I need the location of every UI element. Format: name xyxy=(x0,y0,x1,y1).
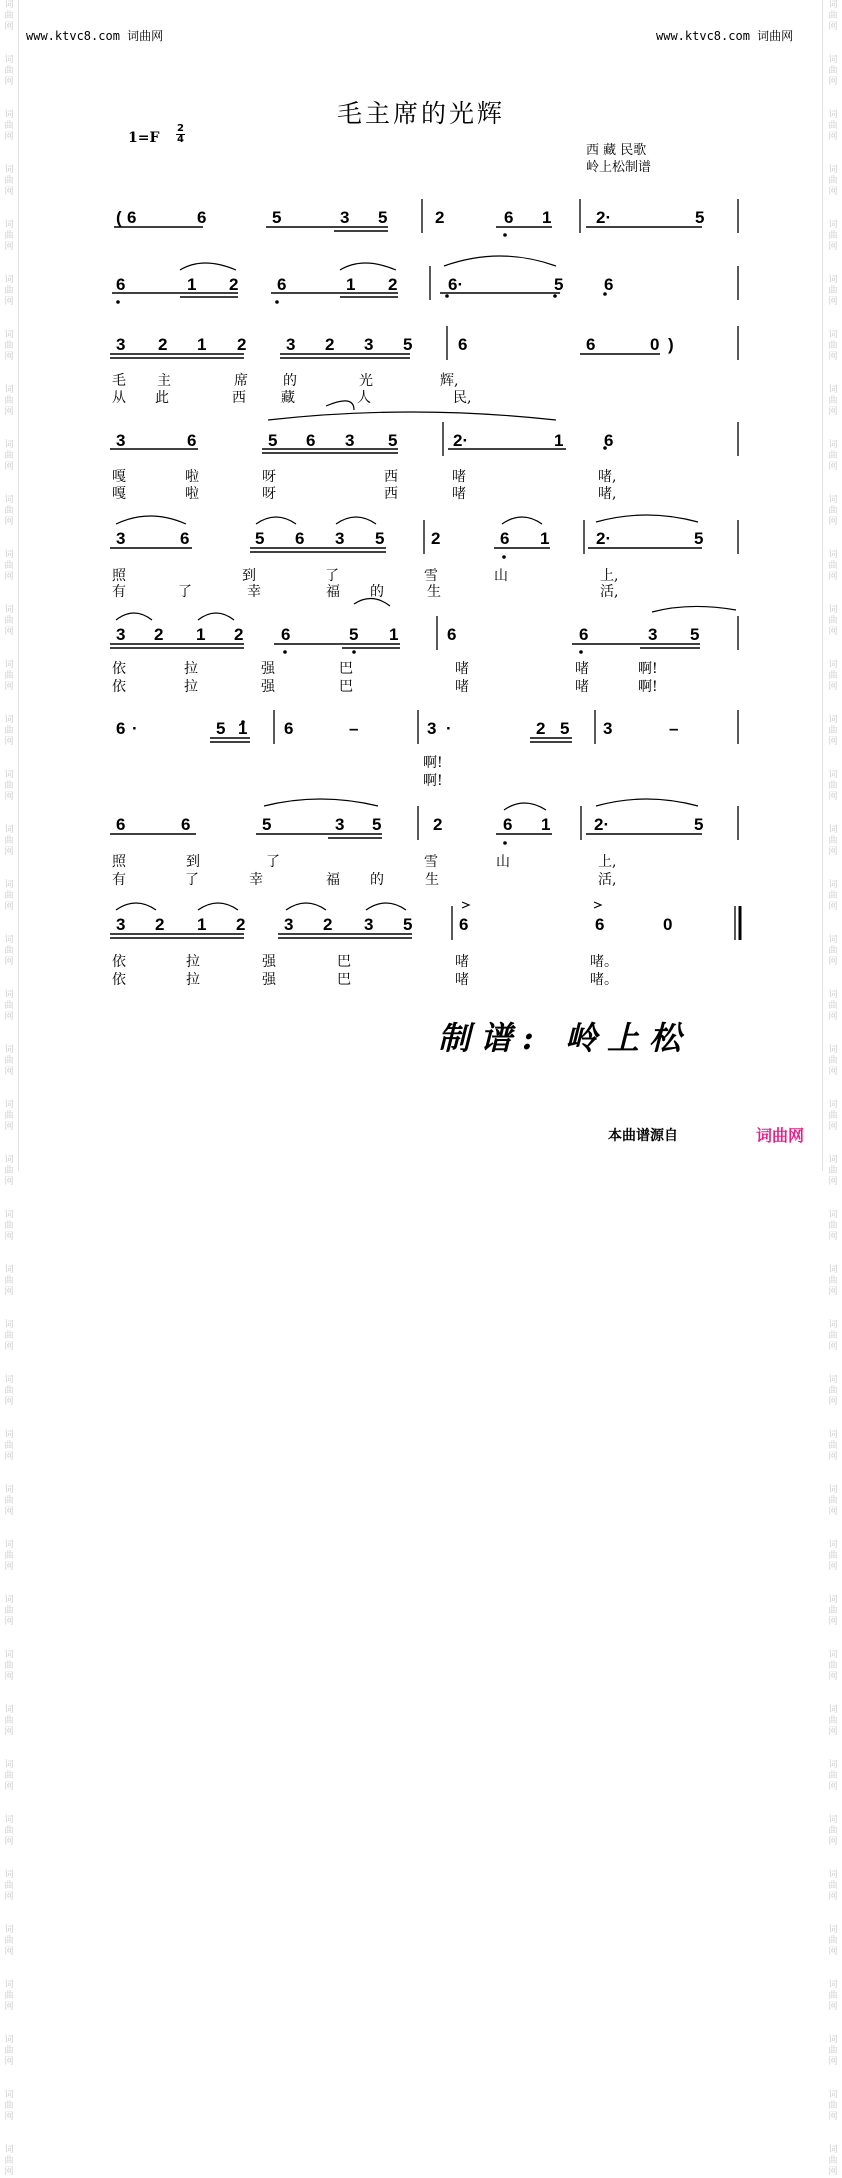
note-r5-11: 5 xyxy=(694,529,704,548)
lyric-r8-v1-4: 雪 xyxy=(424,854,438,870)
lyric-r3-v1-4: 的 xyxy=(283,373,297,389)
lyric-r6-v1-4: 巴 xyxy=(339,661,353,677)
note-r8-8: 1 xyxy=(541,815,551,834)
note-r7-1: 6 xyxy=(116,719,126,738)
note-r2-5: 1 xyxy=(346,275,356,294)
lyric-r4-v2-6: 啫, xyxy=(598,486,617,502)
time-signature-bottom: 4 xyxy=(177,134,184,145)
note-r3-1: 3 xyxy=(116,335,126,354)
note-r2-8: 5 xyxy=(554,275,564,294)
lyric-r9-v1-2: 拉 xyxy=(186,954,200,970)
header-watermark-left: www.ktvc8.com 词曲网 xyxy=(26,29,164,43)
note-r5-3: 5 xyxy=(255,529,265,548)
note-r3-7: 3 xyxy=(364,335,374,354)
side-watermark-left: 词曲网 词曲网 词曲网 词曲网 词曲网 词曲网 词曲网 词曲网 词曲网 词曲网 词曲网 词曲网 词曲网 词曲网 词曲网 词曲网 词曲网 词曲网 词曲网 词曲网 词曲网 词曲网 词曲网 词曲网 词曲网 词曲网 词曲网 词曲网 词曲网 词曲网 词曲网 词曲网 词曲网 词曲网 词曲网 词曲网 词曲网 词曲网 词曲网 词曲网 xyxy=(4,0,14,2177)
note-r7-2: · xyxy=(132,719,138,738)
note-r6-2: 2 xyxy=(154,625,164,644)
note-r5-6: 5 xyxy=(375,529,385,548)
note-r3-4: 2 xyxy=(237,335,247,354)
note-r4-3: 5 xyxy=(268,431,278,450)
note-r3-8: 5 xyxy=(403,335,413,354)
lyric-r3-v2-5: 人 xyxy=(357,390,371,406)
lyric-r3-v2-6: 民, xyxy=(453,390,472,406)
note-r6-8: 6 xyxy=(447,625,457,644)
note-r5-7: 2 xyxy=(431,529,441,548)
lyric-r8-v2-7: 活, xyxy=(598,872,617,888)
note-r5-8: 6 xyxy=(500,529,510,548)
lyrics-layer xyxy=(112,372,658,988)
note-r1-3: 6 xyxy=(197,208,207,227)
lyric-r8-v2-2: 了 xyxy=(185,872,199,888)
lyric-r3-v1-2: 主 xyxy=(157,373,171,389)
note-r3-3: 1 xyxy=(197,335,207,354)
note-r7-4: 1 xyxy=(238,719,248,738)
note-r8-6: 2 xyxy=(433,815,443,834)
note-r1-2: 6 xyxy=(127,208,137,227)
lyric-r9-v1-5: 啫 xyxy=(455,954,469,970)
note-r6-6: 5 xyxy=(349,625,359,644)
note-r3-5: 3 xyxy=(286,335,296,354)
lyric-r6-v1-1: 依 xyxy=(112,661,126,677)
note-r1-1: ( xyxy=(116,208,122,227)
lyric-r8-v1-2: 到 xyxy=(186,854,200,870)
note-r6-4: 2 xyxy=(234,625,244,644)
lyric-r9-v1-1: 依 xyxy=(112,954,126,970)
note-r8-10: 5 xyxy=(694,815,704,834)
lyric-r5-v2-1: 有 xyxy=(112,584,126,600)
lyric-r4-v1-4: 西 xyxy=(384,469,398,485)
side-watermark-right: 词曲网 词曲网 词曲网 词曲网 词曲网 词曲网 词曲网 词曲网 词曲网 词曲网 词曲网 词曲网 词曲网 词曲网 词曲网 词曲网 词曲网 词曲网 词曲网 词曲网 词曲网 词曲网 词曲网 词曲网 词曲网 词曲网 词曲网 词曲网 词曲网 词曲网 词曲网 词曲网 词曲网 词曲网 词曲网 词曲网 词曲网 词曲网 词曲网 词曲网 xyxy=(828,0,838,2177)
lyric-r5-v1-4: 雪 xyxy=(424,568,438,584)
lyric-r5-v2-5: 的 xyxy=(370,584,384,600)
lyric-r5-v1-6: 上, xyxy=(600,568,619,584)
note-r3-2: 2 xyxy=(158,335,168,354)
note-r5-9: 1 xyxy=(540,529,550,548)
lyric-r6-v1-6: 啫 xyxy=(575,661,589,677)
source-site-logo: 词曲网 xyxy=(756,1126,805,1145)
note-r7-6: – xyxy=(349,719,359,738)
lyric-r6-v2-3: 强 xyxy=(261,679,275,695)
credit-origin: 西 藏 民歌 xyxy=(586,143,647,158)
lyric-r3-v1-1: 毛 xyxy=(112,373,126,389)
note-r6-3: 1 xyxy=(196,625,206,644)
note-r9-3: 1 xyxy=(197,915,207,934)
lyric-r5-v2-4: 福 xyxy=(326,584,340,600)
note-r4-4: 6 xyxy=(306,431,316,450)
lyric-r9-v2-4: 巴 xyxy=(337,972,351,988)
lyric-r9-v2-1: 依 xyxy=(112,972,126,988)
lyric-r3-v1-6: 辉, xyxy=(440,373,459,389)
note-r6-10: 3 xyxy=(648,625,658,644)
lyric-r3-v2-1: 从 xyxy=(112,390,126,406)
note-r2-9: 6 xyxy=(604,275,614,294)
lyric-r4-v1-3: 呀 xyxy=(262,469,276,485)
lyric-r4-v1-1: 嘎 xyxy=(112,469,126,485)
lyric-r3-v2-4: 藏 xyxy=(281,390,295,406)
note-r5-10: 2· xyxy=(596,529,612,548)
lyric-r6-v2-5: 啫 xyxy=(455,679,469,695)
note-r8-4: 3 xyxy=(335,815,345,834)
lyric-r6-v2-1: 依 xyxy=(112,679,126,695)
lyric-r4-v1-5: 啫 xyxy=(452,469,466,485)
note-r2-7: 6· xyxy=(448,275,464,294)
note-r7-10: 5 xyxy=(560,719,570,738)
lyric-r8-v1-3: 了 xyxy=(266,854,280,870)
note-r3-6: 2 xyxy=(325,335,335,354)
lyric-r8-v1-1: 照 xyxy=(112,854,126,870)
lyric-r9-v2-6: 啫。 xyxy=(590,972,618,988)
note-r9-7: 3 xyxy=(364,915,374,934)
lyric-r4-v1-2: 啦 xyxy=(185,469,199,485)
lyric-r9-v2-2: 拉 xyxy=(186,972,200,988)
note-r8-2: 6 xyxy=(181,815,191,834)
lyric-r4-v2-3: 呀 xyxy=(262,486,276,502)
header-watermark-right: www.ktvc8.com 词曲网 xyxy=(656,29,794,43)
lyric-r9-v1-3: 强 xyxy=(262,954,276,970)
note-r4-6: 5 xyxy=(388,431,398,450)
lyric-r5-v1-1: 照 xyxy=(112,568,126,584)
accent-marks xyxy=(462,902,601,908)
note-r4-8: 1 xyxy=(554,431,564,450)
lyric-r6-v2-6: 啫 xyxy=(575,679,589,695)
note-r3-10: 6 xyxy=(586,335,596,354)
lyric-r6-v1-5: 啫 xyxy=(455,661,469,677)
key-signature: 1=F xyxy=(128,130,160,146)
note-r8-5: 5 xyxy=(372,815,382,834)
note-r1-9: 1 xyxy=(542,208,552,227)
lyric-r9-v1-4: 巴 xyxy=(337,954,351,970)
lyric-r7-v1-1: 啊! xyxy=(423,755,443,771)
note-r1-6: 5 xyxy=(378,208,388,227)
lyric-r9-v2-3: 强 xyxy=(262,972,276,988)
note-r7-3: 5 xyxy=(216,719,226,738)
lyric-r6-v2-2: 拉 xyxy=(184,679,198,695)
lyric-r3-v2-2: 此 xyxy=(155,390,169,406)
note-r6-9: 6 xyxy=(579,625,589,644)
note-r3-9: 6 xyxy=(458,335,468,354)
lyric-r5-v1-5: 山 xyxy=(494,568,508,584)
octave-dots xyxy=(116,233,610,845)
note-r2-6: 2 xyxy=(388,275,398,294)
lyric-r5-v1-2: 到 xyxy=(242,568,256,584)
lyric-r3-v2-3: 西 xyxy=(232,390,246,406)
note-r9-5: 3 xyxy=(284,915,294,934)
lyric-r5-v1-3: 了 xyxy=(325,568,339,584)
note-r9-10: 6 xyxy=(595,915,605,934)
lyric-r8-v2-6: 生 xyxy=(425,872,439,888)
note-r9-11: 0 xyxy=(663,915,673,934)
note-r7-9: 2 xyxy=(536,719,546,738)
lyric-r9-v2-5: 啫 xyxy=(455,972,469,988)
note-r7-7: 3 xyxy=(427,719,437,738)
arranger-signature: 制谱: 岭上松 xyxy=(438,1019,691,1057)
note-r9-8: 5 xyxy=(403,915,413,934)
lyric-r4-v2-2: 啦 xyxy=(185,486,199,502)
lyric-r5-v2-2: 了 xyxy=(178,584,192,600)
lyric-r8-v2-5: 的 xyxy=(370,872,384,888)
note-r8-7: 6 xyxy=(503,815,513,834)
lyric-r8-v1-6: 上, xyxy=(598,854,617,870)
lyric-r4-v2-1: 嘎 xyxy=(112,486,126,502)
note-r5-5: 3 xyxy=(335,529,345,548)
note-r5-1: 3 xyxy=(116,529,126,548)
lyric-r9-v1-6: 啫。 xyxy=(590,954,618,970)
note-r1-8: 6 xyxy=(504,208,514,227)
note-r2-1: 6 xyxy=(116,275,126,294)
note-r4-5: 3 xyxy=(345,431,355,450)
lyric-r6-v2-4: 巴 xyxy=(339,679,353,695)
note-r2-3: 2 xyxy=(229,275,239,294)
note-r4-9: 6 xyxy=(604,431,614,450)
note-r8-1: 6 xyxy=(116,815,126,834)
note-r9-4: 2 xyxy=(236,915,246,934)
lyric-r5-v2-6: 生 xyxy=(427,584,441,600)
lyric-r3-v1-3: 席 xyxy=(234,373,248,389)
note-r6-11: 5 xyxy=(690,625,700,644)
note-r2-4: 6 xyxy=(277,275,287,294)
note-r6-7: 1 xyxy=(389,625,399,644)
time-signature-top: 2 xyxy=(177,123,184,134)
lyric-r6-v1-7: 啊! xyxy=(638,661,658,677)
note-r7-11: 3 xyxy=(603,719,613,738)
note-r4-7: 2· xyxy=(453,431,469,450)
note-r7-8: · xyxy=(446,719,452,738)
lyric-r5-v2-7: 活, xyxy=(600,584,619,600)
note-r5-4: 6 xyxy=(295,529,305,548)
note-r3-12: ) xyxy=(668,335,674,354)
note-r9-1: 3 xyxy=(116,915,126,934)
source-label: 本曲谱源自 xyxy=(608,1128,678,1144)
note-r4-1: 3 xyxy=(116,431,126,450)
credit-arranger: 岭上松制谱 xyxy=(586,160,652,175)
lyric-r8-v2-3: 幸 xyxy=(249,872,263,888)
lyric-r8-v1-5: 山 xyxy=(496,854,510,870)
note-r1-11: 5 xyxy=(695,208,705,227)
lyric-r8-v2-4: 福 xyxy=(326,872,340,888)
note-r1-4: 5 xyxy=(272,208,282,227)
note-r6-1: 3 xyxy=(116,625,126,644)
note-r9-9: 6 xyxy=(459,915,469,934)
note-r2-2: 1 xyxy=(187,275,197,294)
note-r4-2: 6 xyxy=(187,431,197,450)
note-r8-3: 5 xyxy=(262,815,272,834)
note-r1-5: 3 xyxy=(340,208,350,227)
lyric-r6-v1-3: 强 xyxy=(261,661,275,677)
lyric-r4-v2-5: 啫 xyxy=(452,486,466,502)
song-title: 毛主席的光辉 xyxy=(336,99,505,128)
lyric-r8-v2-1: 有 xyxy=(112,872,126,888)
note-r9-2: 2 xyxy=(155,915,165,934)
note-r9-6: 2 xyxy=(323,915,333,934)
lyric-r5-v2-3: 幸 xyxy=(247,584,261,600)
lyric-r7-v2-1: 啊! xyxy=(423,773,443,789)
note-r7-5: 6 xyxy=(284,719,294,738)
lyric-r4-v2-4: 西 xyxy=(384,486,398,502)
note-r6-5: 6 xyxy=(281,625,291,644)
note-r1-10: 2· xyxy=(596,208,612,227)
note-r5-2: 6 xyxy=(180,529,190,548)
lyric-r6-v2-7: 啊! xyxy=(638,679,658,695)
lyric-r6-v1-2: 拉 xyxy=(184,661,198,677)
note-r3-11: 0 xyxy=(650,335,660,354)
note-r1-7: 2 xyxy=(435,208,445,227)
lyric-r3-v1-5: 光 xyxy=(359,373,373,389)
note-r8-9: 2· xyxy=(594,815,610,834)
lyric-r4-v1-6: 啫, xyxy=(598,469,617,485)
note-r7-12: – xyxy=(669,719,679,738)
